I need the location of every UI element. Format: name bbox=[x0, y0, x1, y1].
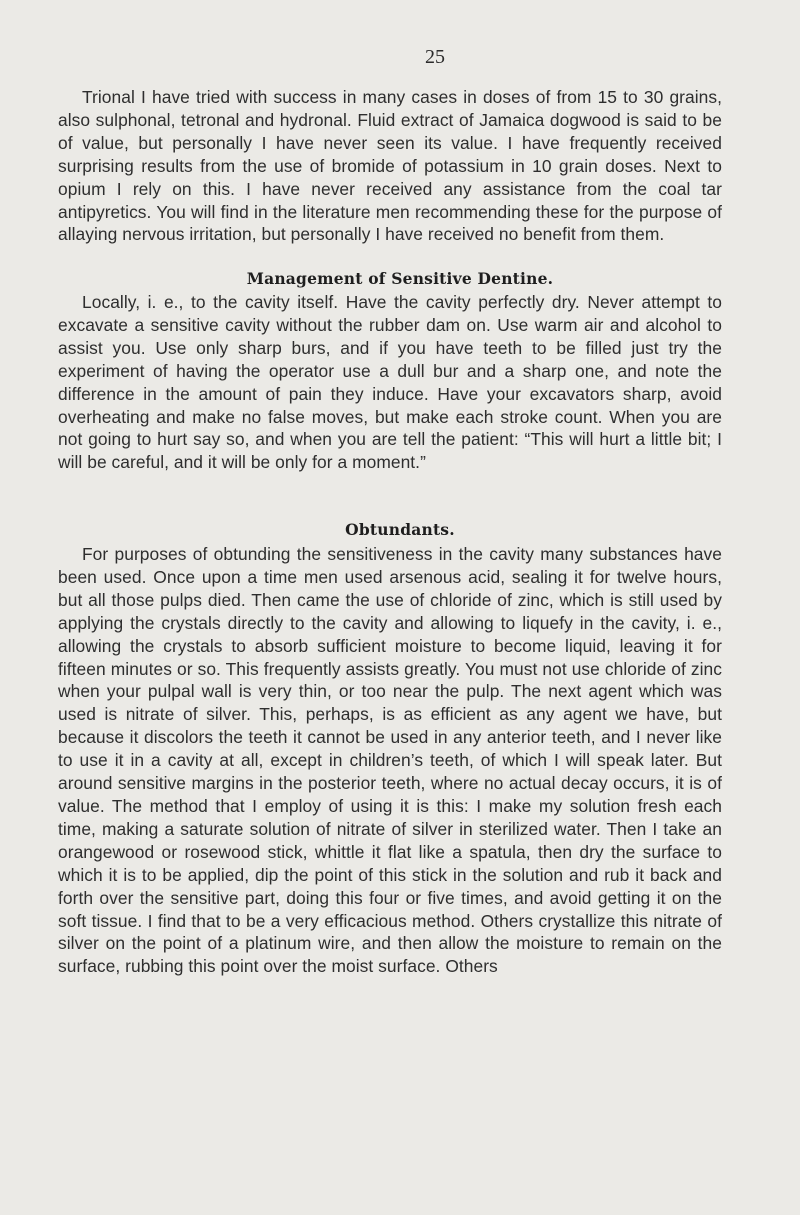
page-number: 25 bbox=[425, 46, 445, 68]
paragraph-obtundants bbox=[58, 543, 722, 978]
paragraph-text: For purposes of obtunding the sensitiveness in the cavity many substances have been used. Once upon a time men used arsenous acid, sealing it for twelve hours, but all those pulps died. Then came the use of chloride of zinc, which is still used by applying the crystals directly to the cavity and allowing to liquefy in the cavity, i. e., allowing the crystals to absorb sufficient moisture to become liquid, leaving it for fifteen minutes or so. This frequently assists greatly. You must not use chloride of zinc when your pulpal wall is very thin, or too near the pulp. The next agent which was used is nitrate of silver. This, perhaps, is as efficient as any agent we have, but because it discolors the teeth it cannot be used in any anterior teeth, and I never like to use it in a cavity at all, except in children’s teeth, of which I will speak later. But around sensitive margins in the posterior teeth, where no actual decay occurs, it is of value. The method that I employ of using it is this: I make my solution fresh each time, making a saturate solution of nitrate of silver in sterilized water. Then I take an orangewood or rosewood stick, whittle it flat like a spatula, then dry the surface to which it is to be applied, dip the point of this stick in the solution and rub it back and forth over the sensitive part, doing this four or five times, and avoid getting it on the soft tissue. I find that to be a very efficacious method. Others crystallize this nitrate of silver on the point of a platinum wire, and then allow the moisture to remain on the surface, rubbing this point over the moist surface. Others bbox=[58, 544, 722, 977]
paragraph-local-treatment bbox=[58, 291, 722, 474]
section-heading-obtundants: Obtundants. bbox=[345, 520, 455, 539]
section-heading-management-sensitive-dentine: Management of Sensitive Dentine. bbox=[246, 269, 554, 288]
paragraph-sedatives bbox=[58, 86, 722, 246]
paragraph-text: Locally, i. e., to the cavity itself. Have the cavity perfectly dry. Never attempt to excavate a sensitive cavity without the rubber dam on. Use warm air and alcohol to assist you. Use only sharp burs, and if you have teeth to be filled just try the experiment of having the operator use a dull bur and a sharp one, and note the difference in the amount of pain they induce. Have your excavators sharp, avoid overheating and make no false moves, but make each stroke count. When you are not going to hurt say so, and when you are tell the patient: “This will hurt a little bit; I will be careful, and it will be only for a moment.” bbox=[58, 292, 722, 473]
paragraph-text: Trional I have tried with success in many cases in doses of from 15 to 30 grains, also sulphonal, tetronal and hydronal. Fluid extract of Jamaica dogwood is said to be of value, but personally I have never seen its value. I have frequently received surprising results from the use of bromide of potassium in 10 grain doses. Next to opium I rely on this. I have never received any assistance from the coal tar antipyretics. You will find in the literature men recommending these for the purpose of allaying nervous irritation, but personally I have received no benefit from them. bbox=[58, 87, 722, 245]
